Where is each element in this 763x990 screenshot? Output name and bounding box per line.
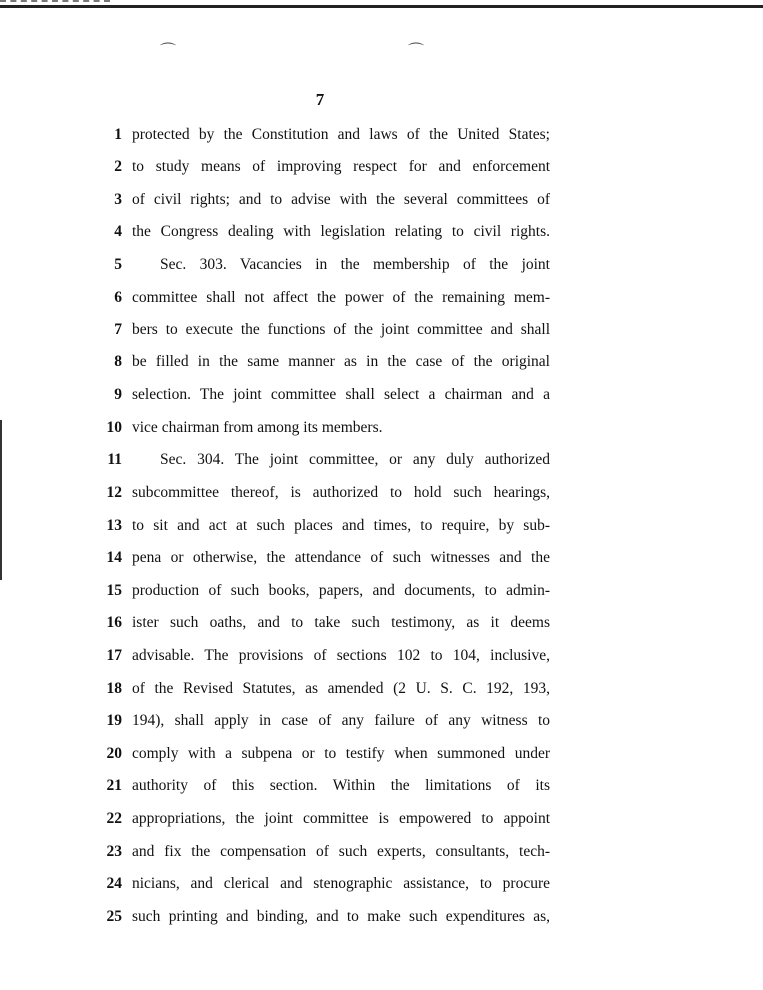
text-line xyxy=(0,220,763,244)
text-line xyxy=(0,709,763,733)
line-number: 19 xyxy=(106,712,122,729)
text-line xyxy=(0,286,763,310)
line-text: of civil rights; and to advise with the several committees of xyxy=(132,191,550,208)
line-text: bers to execute the functions of the joint committee and shall xyxy=(132,321,550,338)
line-text: ister such oaths, and to take such testimony, as it deems xyxy=(132,614,550,631)
line-number: 22 xyxy=(106,810,122,827)
text-line xyxy=(0,905,763,929)
line-text: the Congress dealing with legislation relating to civil rights. xyxy=(132,223,550,240)
text-line xyxy=(0,514,763,538)
text-line xyxy=(0,644,763,668)
text-line xyxy=(0,579,763,603)
text-line xyxy=(0,350,763,374)
line-number: 16 xyxy=(106,614,122,631)
line-text: subcommittee thereof, is authorized to hold such hearings, xyxy=(132,484,550,501)
line-text: be filled in the same manner as in the case of the original xyxy=(132,353,550,370)
line-text: and fix the compensation of such experts, consultants, tech- xyxy=(132,843,550,860)
line-number: 4 xyxy=(114,223,122,240)
line-number: 6 xyxy=(114,289,122,306)
text-line xyxy=(0,677,763,701)
line-text: committee shall not affect the power of the remaining mem- xyxy=(132,289,550,306)
line-text: protected by the Constitution and laws of the United States; xyxy=(132,126,550,143)
text-line xyxy=(0,318,763,342)
text-line xyxy=(0,416,763,440)
line-number: 23 xyxy=(106,843,122,860)
line-text: such printing and binding, and to make such expenditures as, xyxy=(132,908,550,925)
line-text: to sit and act at such places and times, to require, by sub- xyxy=(132,517,550,534)
punch-mark-icon: ⌒ xyxy=(408,43,425,60)
line-number: 2 xyxy=(114,158,122,175)
line-number: 8 xyxy=(114,353,122,370)
text-line xyxy=(0,546,763,570)
line-text: vice chairman from among its members. xyxy=(132,419,383,436)
line-number: 25 xyxy=(106,908,122,925)
line-number: 13 xyxy=(106,517,122,534)
line-text: of the Revised Statutes, as amended (2 U. S. C. 192, 193, xyxy=(132,680,550,697)
line-number: 5 xyxy=(114,256,122,273)
line-text: appropriations, the joint committee is empowered to appoint xyxy=(132,810,550,827)
scan-top-dashes xyxy=(0,0,110,2)
text-line xyxy=(0,742,763,766)
line-number: 10 xyxy=(106,419,122,436)
line-text: advisable. The provisions of sections 102 to 104, inclusive, xyxy=(132,647,550,664)
line-number: 18 xyxy=(106,680,122,697)
line-number: 17 xyxy=(106,647,122,664)
line-number: 15 xyxy=(106,582,122,599)
text-line xyxy=(0,611,763,635)
line-number: 12 xyxy=(106,484,122,501)
line-number: 7 xyxy=(114,321,122,338)
line-number: 1 xyxy=(114,126,122,143)
scan-top-border xyxy=(0,5,763,8)
text-line xyxy=(0,188,763,212)
line-text: selection. The joint committee shall select a chairman and a xyxy=(132,386,550,403)
line-number: 21 xyxy=(106,777,122,794)
text-line xyxy=(0,123,763,147)
text-line xyxy=(0,448,763,472)
text-line xyxy=(0,253,763,277)
text-line xyxy=(0,383,763,407)
line-number: 9 xyxy=(114,386,122,403)
punch-mark-icon: ⌒ xyxy=(160,43,177,60)
line-text: to study means of improving respect for and enforcement xyxy=(132,158,550,175)
line-number: 24 xyxy=(106,875,122,892)
text-line xyxy=(0,774,763,798)
line-text: 194), shall apply in case of any failure of any witness to xyxy=(132,712,550,729)
text-line xyxy=(0,807,763,831)
text-line xyxy=(0,155,763,179)
line-text: nicians, and clerical and stenographic assistance, to procure xyxy=(132,875,550,892)
page-number: 7 xyxy=(315,90,325,109)
line-number: 14 xyxy=(106,549,122,566)
text-line xyxy=(0,840,763,864)
line-text: production of such books, papers, and documents, to admin- xyxy=(132,582,550,599)
text-line xyxy=(0,481,763,505)
section-heading-line: Sec. 303. Vacancies in the membership of the joint xyxy=(160,256,550,273)
line-number: 20 xyxy=(106,745,122,762)
text-line xyxy=(0,872,763,896)
line-text: comply with a subpena or to testify when summoned under xyxy=(132,745,550,762)
line-number: 3 xyxy=(114,191,122,208)
line-text: authority of this section. Within the limitations of its xyxy=(132,777,550,794)
line-text: pena or otherwise, the attendance of such witnesses and the xyxy=(132,549,550,566)
line-number: 11 xyxy=(107,451,122,468)
section-heading-line: Sec. 304. The joint committee, or any duly authorized xyxy=(160,451,550,468)
